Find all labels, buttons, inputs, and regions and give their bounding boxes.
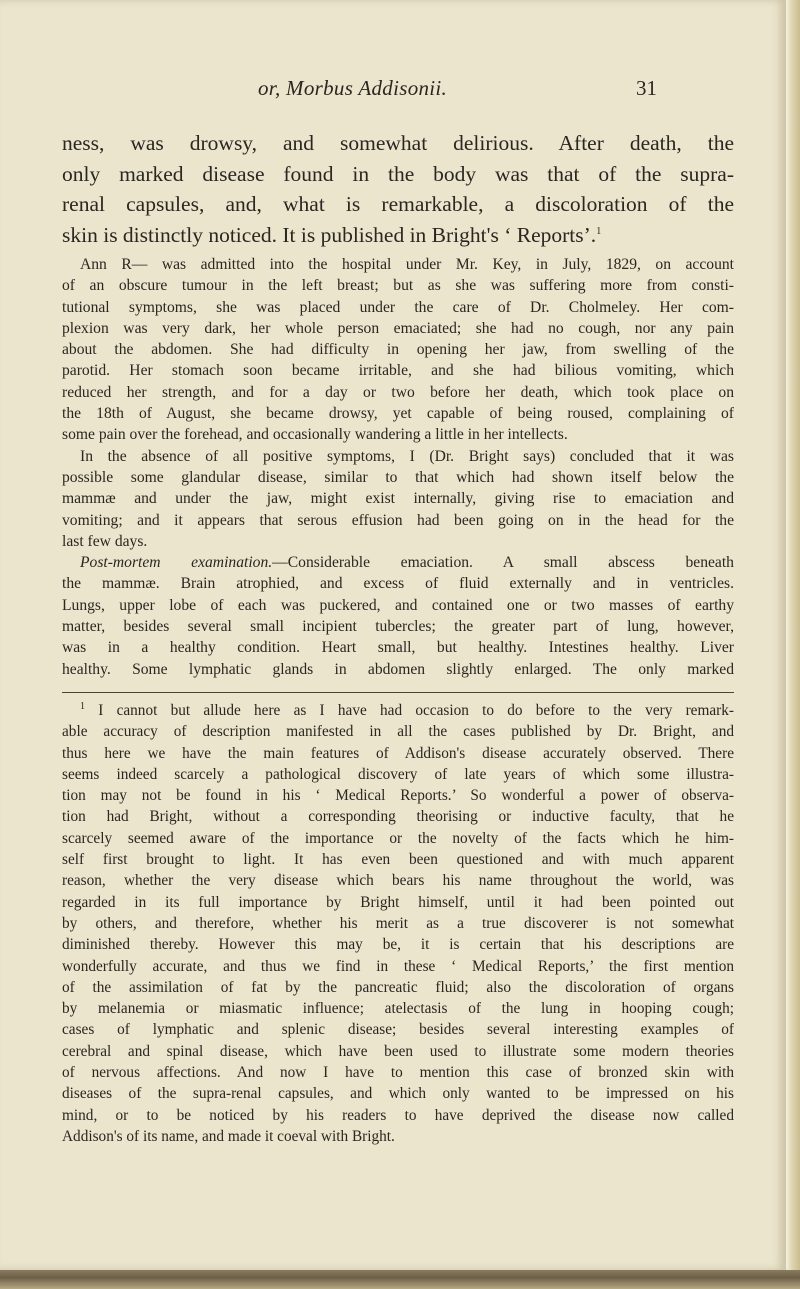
text-line: diseases of the supra-renal capsules, and which only wanted to be impressed on his <box>62 1085 734 1103</box>
text-line: cases of lymphatic and splenic disease; besides several interesting examples of <box>62 1021 734 1039</box>
text-line: the 18th of August, she became drowsy, yet capable of being roused, complaining of <box>62 405 734 423</box>
text-line: Post-mortem examination.—Considerable emaciation. A small abscess beneath <box>80 554 734 572</box>
text-line: about the abdomen. She had difficulty in opening her jaw, from swelling of the <box>62 341 734 359</box>
text-line: parotid. Her stomach soon became irritable, and she had bilious vomiting, which <box>62 362 734 380</box>
text-line: by melanemia or miasmatic influence; atelectasis of the lung in hooping cough; <box>62 1000 734 1018</box>
running-head: or, Morbus Addisonii. <box>258 76 448 100</box>
text-line: mammæ and under the jaw, might exist internally, giving rise to emaciation and <box>62 490 734 508</box>
footnote <box>62 700 734 1147</box>
text-line: matter, besides several small incipient tubercles; the greater part of lung, however, <box>62 618 734 636</box>
page-edge-right <box>786 0 800 1289</box>
text-line: tion had Bright, without a corresponding theorising or inductive faculty, that he <box>62 808 734 826</box>
page-number: 31 <box>636 76 657 100</box>
text-line: only marked disease found in the body was that of the supra- <box>62 161 734 186</box>
text-line: cerebral and spinal disease, which have been used to illustrate some modern theories <box>62 1042 734 1060</box>
text-line: mind, or to be noticed by his readers to have deprived the disease now called <box>62 1106 734 1124</box>
text-line: Lungs, upper lobe of each was puckered, and contained one or two masses of earthy <box>62 596 734 614</box>
page-edge-bottom <box>0 1270 800 1289</box>
text-line: reduced her strength, and for a day or two before her death, which took place on <box>62 383 734 401</box>
text-line: of the assimilation of fat by the pancreatic fluid; also the discoloration of organs <box>62 978 734 996</box>
text-line: wonderfully accurate, and thus we find in these ‘ Medical Reports,’ the first mention <box>62 957 734 975</box>
text-line: plexion was very dark, her whole person emaciated; she had no cough, nor any pain <box>62 319 734 337</box>
text-line: renal capsules, and, what is remarkable, a discoloration of the <box>62 192 734 216</box>
text-line: self first brought to light. It has even been questioned and with much apparent <box>62 851 734 869</box>
text-line: tion may not be found in his ‘ Medical Reports.’ So wonderful a power of observa- <box>62 787 734 805</box>
footnote-divider <box>62 692 734 693</box>
intro-paragraph <box>62 128 734 250</box>
footnote-ref: 1 <box>596 225 602 237</box>
case-report <box>62 254 734 680</box>
text-line: last few days. <box>62 532 148 550</box>
text-line: able accuracy of description manifested in all the cases published by Dr. Bright, and <box>62 723 734 741</box>
text-line: of an obscure tumour in the left breast; but as she was suffering more from consti- <box>62 277 734 295</box>
text-line: Ann R— was admitted into the hospital under Mr. Key, in July, 1829, on account <box>80 256 734 273</box>
text-line: possible some glandular disease, similar to that which had shown itself below the <box>62 468 734 486</box>
text-line: diminished thereby. However this may be, it is certain that his descriptions are <box>62 936 734 954</box>
text-line: seems indeed scarcely a pathological discovery of late years of which some illustra- <box>62 765 734 783</box>
text-line: the mammæ. Brain atrophied, and excess of fluid externally and in ventricles. <box>62 575 734 593</box>
text-line: Addison's of its name, and made it coeval with Bright. <box>62 1127 395 1145</box>
text-line: reason, whether the very disease which bears his name throughout the world, was <box>62 872 734 890</box>
text-line: In the absence of all positive symptoms, I (Dr. Bright says) concluded that it was <box>80 447 734 465</box>
text-line: scarcely seemed aware of the importance or the novelty of the facts which he him- <box>62 829 734 847</box>
text-line: skin is distinctly noticed. It is published in Bright's ‘ Reports’.$^1$ <box>62 222 602 247</box>
text-line: of nervous affections. And now I have to mention this case of bronzed skin with <box>62 1064 734 1082</box>
text-line: tutional symptoms, she was placed under the care of Dr. Cholmeley. Her com- <box>62 298 734 316</box>
text-line: thus here we have the main features of Addison's disease accurately observed. There <box>62 744 734 762</box>
footnote-marker: 1 <box>80 700 85 712</box>
text-line: $^1$ I cannot but allude here as I have had occasion to do before to the very remark- <box>80 700 734 719</box>
section-heading: Post-mortem examination. <box>80 554 273 572</box>
text-line: healthy. Some lymphatic glands in abdomen slightly enlarged. The only marked <box>62 660 734 678</box>
text-line: regarded in its full importance by Bright himself, until it had been pointed out <box>62 893 734 911</box>
text-line: some pain over the forehead, and occasionally wandering a little in her intellects. <box>62 426 568 444</box>
text-line: vomiting; and it appears that serous effusion had been going on in the head for the <box>62 511 734 529</box>
text-line: by others, and therefore, whether his merit as a true discoverer is not somewhat <box>62 914 734 932</box>
text-line: was in a healthy condition. Heart small, but healthy. Intestines healthy. Liver <box>62 639 734 657</box>
page-header <box>0 76 786 106</box>
text-line: ness, was drowsy, and somewhat delirious. After death, the <box>62 131 734 155</box>
